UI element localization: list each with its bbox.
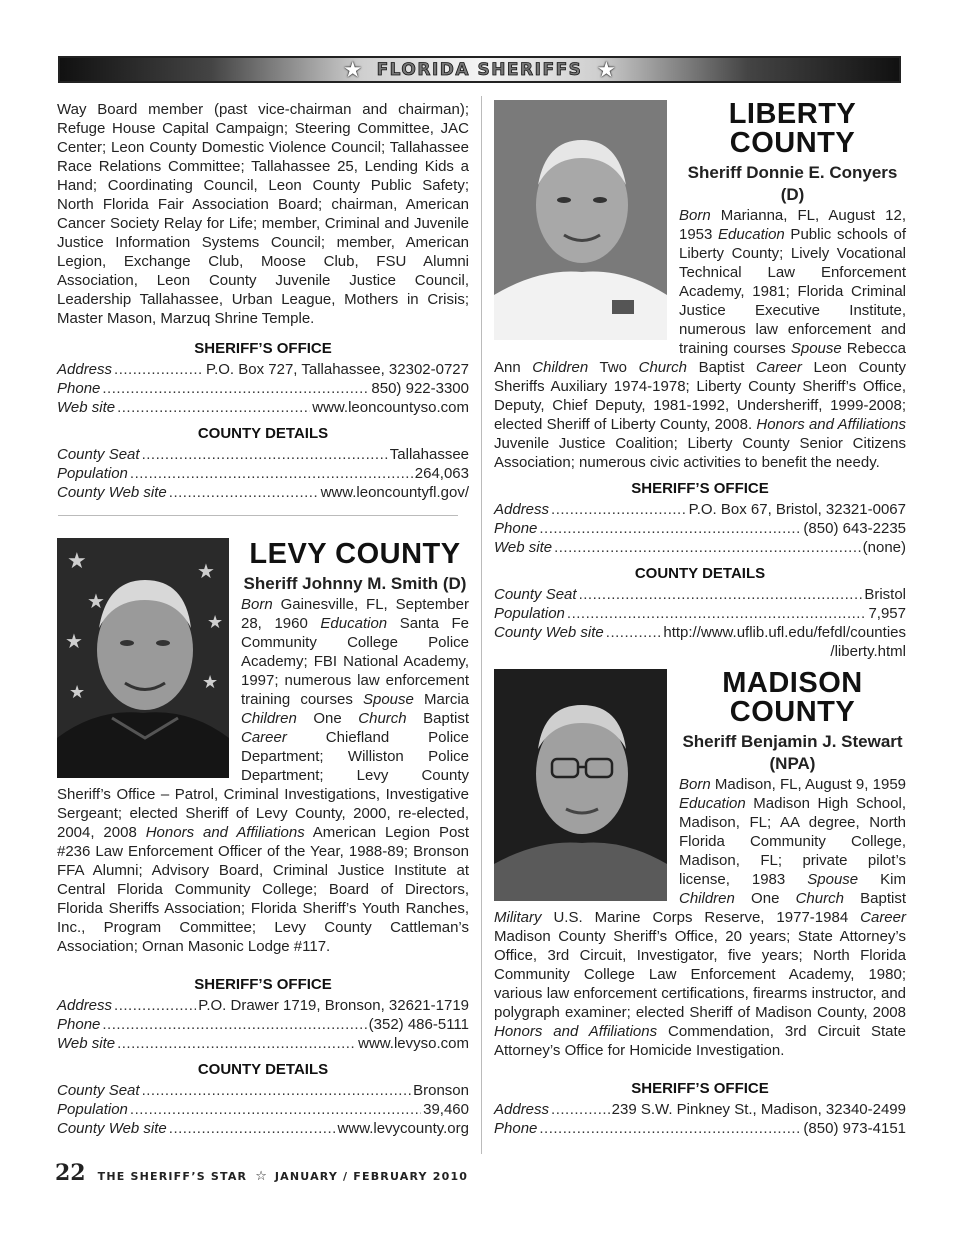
levy-county-website[interactable]: County Web site ..... www.levycounty.org — [57, 1119, 469, 1138]
leon-website[interactable]: Web site ..... www.leoncountyso.com — [57, 398, 469, 417]
liberty-county-website-cont[interactable]: /liberty.html — [830, 643, 906, 660]
levy-population: Population ..... 39,460 — [57, 1100, 469, 1119]
madison-sheriff-photo — [494, 669, 667, 901]
liberty-section — [494, 100, 906, 661]
page-footer — [55, 1160, 468, 1186]
liberty-office-heading: SHERIFF’S OFFICE — [631, 480, 769, 497]
column-divider — [481, 96, 482, 1154]
liberty-address: Address ..... P.O. Box 67, Bristol, 32321-0067 — [494, 500, 906, 519]
liberty-sheriff-photo — [494, 100, 667, 340]
page-number: 22 — [55, 1160, 86, 1186]
madison-sheriff-name: Sheriff Benjamin J. Stewart (NPA) — [682, 732, 903, 773]
leon-county-website[interactable]: County Web site ..... www.leoncountyfl.gov/ — [57, 483, 469, 502]
madison-address: Address ..... 239 S.W. Pinkney St., Madison, 32340-2499 — [494, 1100, 906, 1119]
svg-text:★: ★ — [197, 561, 215, 583]
svg-text:★: ★ — [69, 682, 86, 702]
levy-phone: Phone ..... (352) 486-5111 — [57, 1015, 469, 1034]
madison-section — [494, 669, 906, 1138]
liberty-sheriff-name: Sheriff Donnie E. Conyers (D) — [687, 163, 898, 204]
svg-text:★: ★ — [65, 631, 83, 653]
levy-county-title: LEVY COUNTY — [249, 538, 461, 570]
leon-county-seat: County Seat ..... Tallahassee — [57, 445, 469, 464]
right-column — [494, 100, 906, 1138]
star-icon: ☆ — [255, 1168, 267, 1183]
liberty-phone: Phone ..... (850) 643-2235 — [494, 519, 906, 538]
madison-office-heading: SHERIFF’S OFFICE — [631, 1080, 769, 1097]
leon-county-heading: COUNTY DETAILS — [197, 425, 329, 442]
liberty-population: Population ..... 7,957 — [494, 604, 906, 623]
left-column — [57, 100, 469, 1138]
levy-sheriff-name: Sheriff Johnny M. Smith (D) — [243, 574, 467, 593]
svg-text:★: ★ — [87, 591, 105, 613]
leon-phone: Phone ..... 850) 922-3300 — [57, 379, 469, 398]
star-icon: ★ — [596, 56, 617, 82]
liberty-bio: Born Marianna, FL, August 12, 1953 Education Public schools of Liberty County; Lively Vocational Technical Law Enforcement Academy, 1981; Florida Criminal Justice Executive Institute, numerous law enforcement and training courses Spouse Rebecca Ann Children Two Church Baptist Career Leon County Sheriffs Auxiliary 1974-1978; Liberty County Sheriff’s Office, Deputy, Chief Deputy, 1981-1992, Undersheriff, 1999-2008; elected Sheriff of Liberty County, 2008. Honors and Affiliations Juvenile Justice Coalition; Liberty County Senior Citizens Association; numerous civic activities to benefit the needy. — [494, 207, 907, 471]
leon-population: Population ..... 264,063 — [57, 464, 469, 483]
levy-website[interactable]: Web site ..... www.levyso.com — [57, 1034, 469, 1053]
liberty-county-title: LIBERTY COUNTY — [728, 98, 857, 159]
levy-section — [57, 540, 469, 1138]
leon-address: Address ..... P.O. Box 727, Tallahassee, 32302-0727 — [57, 360, 469, 379]
madison-phone: Phone ..... (850) 973-4151 — [494, 1119, 906, 1138]
levy-county-heading: COUNTY DETAILS — [197, 1061, 329, 1078]
leon-bio-continued: Way Board member (past vice-chairman and chairman); Refuge House Capital Campaign; Steering Committee, JAC Center; Leon County Domestic Violence Council; Tallahassee Race Relations Committee; Tallahassee 25, Lending Kids a Hand; Coordinating Council, Leon County Public Safety; North Florida Fair Association Board; chairman, American Cancer Society Relay for Life; member, Criminal and Juvenile Justice Information Systems Council; member, American Legion, Exchange Club, Moose Club, FSU Alumni Association, Leon County Juvenile Justice Council, Leadership Tallahassee, Urban League, Mothers in Crisis; Master Mason, Marzuq Shrine Temple. — [57, 101, 469, 327]
liberty-county-heading: COUNTY DETAILS — [634, 565, 766, 582]
issue-date: JANUARY / FEBRUARY 2010 — [274, 1170, 469, 1183]
levy-office-heading: SHERIFF’S OFFICE — [194, 976, 332, 993]
levy-sheriff-photo — [57, 538, 229, 778]
banner-title: FLORIDA SHERIFFS — [376, 59, 583, 80]
magazine-name: THE SHERIFF’S STAR — [97, 1170, 248, 1183]
levy-address: Address ..... P.O. Drawer 1719, Bronson, 32621-1719 — [57, 996, 469, 1015]
levy-county-seat: County Seat ..... Bronson — [57, 1081, 469, 1100]
liberty-website: Web site ..... (none) — [494, 538, 906, 557]
section-banner — [58, 56, 901, 83]
madison-bio: Born Madison, FL, August 9, 1959 Education Madison High School, Madison, FL; AA degree, North Florida Community College, Madison, FL; private pilot’s license, 1983 Spouse Kim Children One Church Baptist Military U.S. Marine Corps Reserve, 1977-1984 Career Madison County Sheriff’s Office, 20 years; State Attorney’s Office, 3rd Circuit, Investigator, five years; North Florida Community College Law Enforcement Academy, 1980; various law enforcement certifications, firearms instructor, and polygraph examiner; elected Sheriff of Madison County, 2008 Honors and Affiliations Commendation, 3rd Circuit State Attorney’s Office for Homicide Investigation. — [494, 776, 906, 1059]
star-icon: ★ — [342, 56, 363, 82]
svg-text:★: ★ — [67, 548, 87, 573]
madison-county-title: MADISON COUNTY — [722, 667, 863, 728]
liberty-county-seat: County Seat ..... Bristol — [494, 585, 906, 604]
liberty-county-website[interactable]: County Web site ..... http://www.uflib.ufl.edu/fefdl/counties — [494, 623, 906, 642]
svg-text:★: ★ — [207, 612, 224, 632]
levy-bio: Born Gainesville, FL, September 28, 1960 Education Santa Fe Community College Police Academy; FBI National Academy, 1997; numerous law enforcement training courses Spouse Marcia Children One Church Baptist Career Chiefland Police Department; Williston Police Department; Levy County Sheriff’s Office – Patrol, Criminal Investigations, Investigative Sergeant; elected Sheriff of Levy County, 2000, re-elected, 2004, 2008 Honors and Affiliations American Legion Post #236 Law Enforcement Officer of the Year, 1988-89; Bronson FFA Alumni; Advisory Board, Criminal Justice Institute at Central Florida Community College; Board of Directors, Florida Sheriffs Association; Florida Sheriff’s Youth Ranches, Inc., Program Committee; Levy County Cattleman’s Association; Ornan Masonic Lodge #117. — [57, 596, 470, 955]
svg-text:★: ★ — [202, 672, 219, 692]
leon-office-heading: SHERIFF’S OFFICE — [194, 340, 332, 357]
